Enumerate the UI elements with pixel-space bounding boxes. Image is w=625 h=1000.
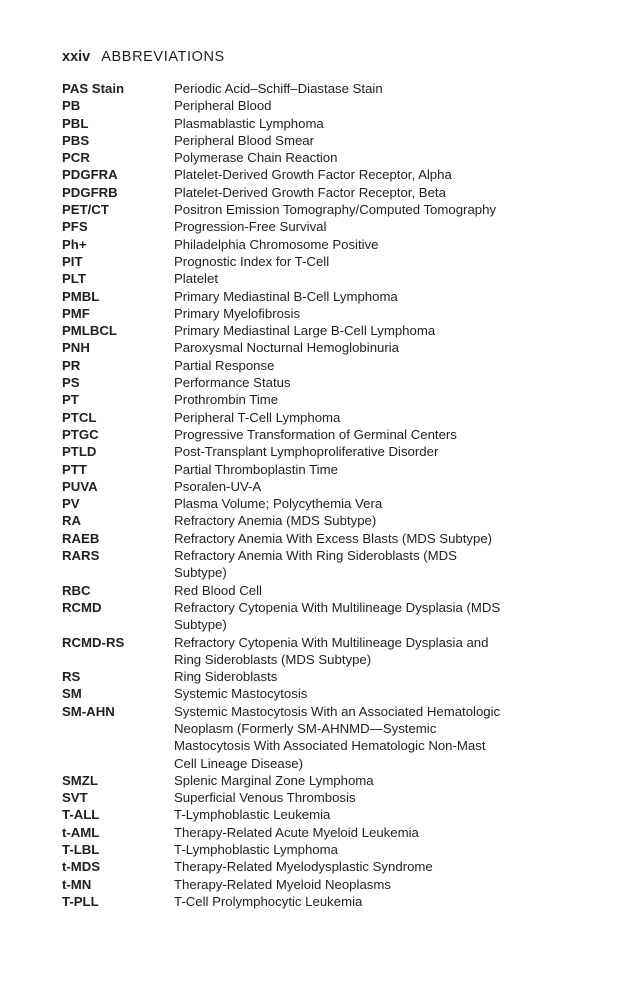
abbreviation-term: PAS Stain	[62, 81, 125, 96]
abbreviation-definition: Plasmablastic Lymphoma	[174, 115, 324, 131]
abbreviation-definition: Performance Status	[174, 375, 291, 391]
abbreviation-term: RCMD-RS	[62, 634, 125, 650]
abbreviation-entry	[62, 374, 562, 391]
abbreviation-entry	[62, 184, 562, 201]
abbreviation-term: PDGFRB	[62, 184, 118, 200]
abbreviation-entry	[62, 668, 562, 685]
abbreviation-definition: Platelet-Derived Growth Factor Receptor, Beta	[174, 184, 446, 200]
abbreviation-term: SVT	[62, 790, 88, 806]
abbreviation-definition: Positron Emission Tomography/Computed Tomography	[174, 202, 497, 218]
abbreviation-term: RS	[62, 669, 81, 685]
abbreviation-term: t-MN	[62, 876, 92, 892]
abbreviation-entry	[62, 772, 562, 789]
abbreviation-entry	[62, 685, 562, 702]
abbreviation-definition: Philadelphia Chromosome Positive	[174, 236, 379, 252]
abbreviation-definition: Ring Sideroblasts	[174, 669, 278, 685]
abbreviation-entry	[62, 858, 562, 875]
abbreviation-definition: Therapy-Related Myelodysplastic Syndrome	[174, 859, 433, 875]
abbreviation-entry	[62, 426, 562, 443]
abbreviation-term: PUVA	[62, 478, 98, 494]
abbreviation-definition: T-Lymphoblastic Lymphoma	[174, 842, 338, 858]
abbreviation-term: PIT	[62, 253, 83, 269]
abbreviation-definition: Psoralen-UV-A	[174, 478, 262, 494]
running-header	[62, 48, 225, 66]
abbreviation-entry	[62, 253, 562, 270]
abbreviation-entry	[62, 461, 562, 478]
abbreviation-entry	[62, 97, 562, 114]
abbreviation-definition: Splenic Marginal Zone Lymphoma	[174, 772, 374, 788]
abbreviation-entry	[62, 530, 562, 547]
abbreviation-term: PBS	[62, 132, 90, 148]
abbreviation-term: PMF	[62, 305, 90, 321]
abbreviation-definition: Therapy-Related Acute Myeloid Leukemia	[174, 824, 419, 840]
abbreviation-entry	[62, 218, 562, 235]
abbreviation-entry	[62, 893, 562, 910]
abbreviation-entry	[62, 115, 562, 132]
abbreviation-definition: Refractory Cytopenia With Multilineage Dysplasia (MDS Subtype)	[174, 599, 501, 633]
abbreviation-entry	[62, 166, 562, 183]
abbreviation-term: PT	[62, 392, 79, 408]
abbreviation-term: PR	[62, 357, 81, 373]
abbreviation-entry	[62, 149, 562, 166]
abbreviation-entry	[62, 599, 562, 634]
abbreviation-definition: Partial Thromboplastin Time	[174, 461, 338, 477]
abbreviation-definition: Post-Transplant Lymphoproliferative Disorder	[174, 444, 439, 460]
abbreviation-entry	[62, 478, 562, 495]
abbreviation-definition: Refractory Anemia With Excess Blasts (MDS Subtype)	[174, 530, 493, 546]
abbreviation-entry	[62, 789, 562, 806]
abbreviation-term: PV	[62, 496, 80, 512]
abbreviation-definition: T-Lymphoblastic Leukemia	[174, 807, 331, 823]
abbreviation-term: SM	[62, 686, 82, 702]
abbreviation-entry	[62, 495, 562, 512]
abbreviation-term: PBL	[62, 115, 89, 131]
abbreviation-definition: Peripheral Blood	[174, 98, 272, 114]
abbreviation-entry	[62, 236, 562, 253]
abbreviation-entry	[62, 876, 562, 893]
abbreviation-entry	[62, 547, 562, 582]
abbreviation-term: T-ALL	[62, 807, 100, 823]
abbreviation-definition: Peripheral T-Cell Lymphoma	[174, 409, 341, 425]
abbreviation-entry	[62, 322, 562, 339]
section-title: ABBREVIATIONS	[101, 49, 225, 65]
abbreviation-term: Ph+	[62, 236, 87, 252]
abbreviation-term: PTT	[62, 461, 87, 477]
abbreviation-definition: Prognostic Index for T-Cell	[174, 253, 330, 269]
abbreviation-term: SMZL	[62, 772, 98, 788]
abbreviation-entry	[62, 339, 562, 356]
abbreviation-term: RBC	[62, 582, 91, 598]
abbreviation-entry	[62, 270, 562, 287]
abbreviation-term: SM-AHN	[62, 703, 115, 719]
abbreviation-term: PLT	[62, 271, 86, 287]
abbreviation-definition: Therapy-Related Myeloid Neoplasms	[174, 876, 391, 892]
abbreviation-term: PTCL	[62, 409, 97, 425]
abbreviation-term: PB	[62, 98, 81, 114]
abbreviation-definition: Primary Myelofibrosis	[174, 305, 301, 321]
abbreviation-definition: Progressive Transformation of Germinal Centers	[174, 426, 457, 442]
abbreviation-term: RCMD	[62, 599, 102, 615]
abbreviation-definition: Partial Response	[174, 357, 275, 373]
abbreviation-definition: Polymerase Chain Reaction	[174, 150, 338, 166]
abbreviation-definition: Refractory Anemia With Ring Sideroblasts (MDS Subtype)	[174, 548, 457, 581]
abbreviation-definition: Systemic Mastocytosis With an Associated Hematologic Neoplasm (Formerly SM-AHNMD—Systemic Mastocytosis With Associated Hematologic Non-Mast Cell Lineage Disease)	[174, 703, 501, 771]
abbreviation-list	[62, 80, 562, 910]
abbreviation-term: t-AML	[62, 824, 100, 840]
abbreviation-entry	[62, 443, 562, 460]
abbreviation-definition: Platelet-Derived Growth Factor Receptor, Alpha	[174, 167, 452, 183]
abbreviation-term: PDGFRA	[62, 167, 118, 183]
abbreviation-definition: T-Cell Prolymphocytic Leukemia	[174, 893, 363, 909]
abbreviation-entry	[62, 132, 562, 149]
abbreviation-definition: Refractory Cytopenia With Multilineage Dysplasia and Ring Sideroblasts (MDS Subtype)	[174, 634, 489, 667]
abbreviation-term: PMBL	[62, 288, 100, 304]
abbreviation-term: RAEB	[62, 530, 100, 546]
abbreviation-term: PTLD	[62, 444, 97, 460]
abbreviation-term: PTGC	[62, 426, 99, 442]
abbreviation-entry	[62, 634, 562, 669]
abbreviation-term: t-MDS	[62, 859, 101, 875]
abbreviation-term: PFS	[62, 219, 88, 235]
abbreviation-term: PET/CT	[62, 202, 109, 218]
abbreviation-term: T-PLL	[62, 893, 99, 909]
abbreviation-entry	[62, 582, 562, 599]
abbreviation-definition: Red Blood Cell	[174, 582, 262, 598]
abbreviation-definition: Peripheral Blood Smear	[174, 132, 315, 148]
abbreviation-entry	[62, 806, 562, 823]
abbreviation-term: T-LBL	[62, 842, 100, 858]
abbreviation-entry	[62, 80, 562, 97]
abbreviation-definition: Primary Mediastinal Large B-Cell Lymphoma	[174, 323, 436, 339]
abbreviation-definition: Prothrombin Time	[174, 392, 279, 408]
abbreviation-definition: Systemic Mastocytosis	[174, 686, 308, 702]
abbreviation-term: RARS	[62, 548, 100, 564]
abbreviation-definition: Primary Mediastinal B-Cell Lymphoma	[174, 288, 398, 304]
abbreviation-entry	[62, 305, 562, 322]
abbreviation-term: RA	[62, 513, 82, 529]
abbreviation-definition: Paroxysmal Nocturnal Hemoglobinuria	[174, 340, 400, 356]
abbreviation-term: PMLBCL	[62, 323, 117, 339]
abbreviation-term: PS	[62, 375, 80, 391]
abbreviation-entry	[62, 288, 562, 305]
abbreviation-definition: Progression-Free Survival	[174, 219, 327, 235]
abbreviation-entry	[62, 357, 562, 374]
abbreviation-entry	[62, 201, 562, 218]
abbreviation-entry	[62, 703, 562, 772]
abbreviation-definition: Plasma Volume; Polycythemia Vera	[174, 496, 383, 512]
abbreviation-entry	[62, 841, 562, 858]
abbreviation-entry	[62, 391, 562, 408]
abbreviation-definition: Periodic Acid–Schiff–Diastase Stain	[174, 81, 383, 96]
abbreviation-definition: Refractory Anemia (MDS Subtype)	[174, 513, 377, 529]
abbreviation-definition: Superficial Venous Thrombosis	[174, 790, 356, 806]
abbreviation-term: PCR	[62, 150, 90, 166]
page-number: xxiv	[62, 49, 91, 65]
abbreviation-entry	[62, 512, 562, 529]
abbreviation-entry	[62, 824, 562, 841]
abbreviation-entry	[62, 409, 562, 426]
abbreviation-definition: Platelet	[174, 271, 218, 287]
abbreviation-term: PNH	[62, 340, 90, 356]
